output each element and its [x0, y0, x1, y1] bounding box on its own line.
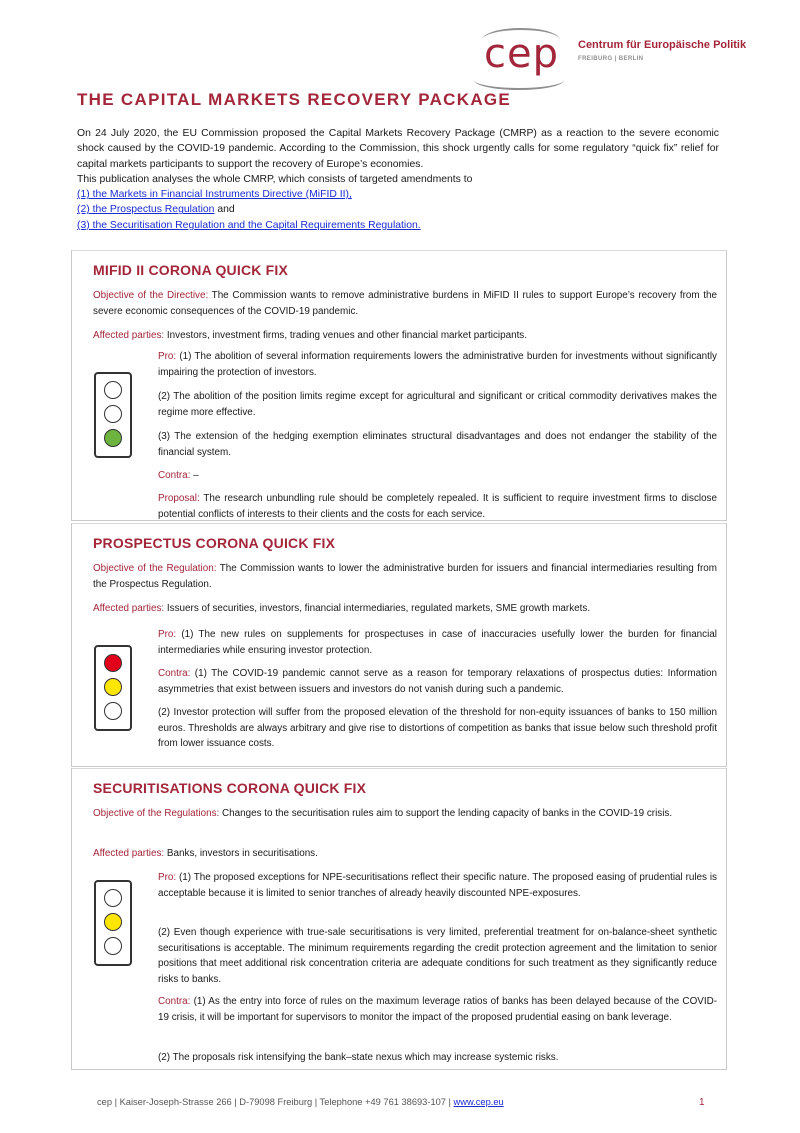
section-prospectus — [71, 523, 727, 767]
objective-text: Changes to the securitisation rules aim to support the lending capacity of banks in the COVID-19 crisis. — [219, 808, 673, 819]
contra-1 — [158, 994, 717, 1025]
affected-text: Banks, investors in securitisations. — [164, 848, 318, 859]
contra-1-text: (1) The COVID-19 pandemic cannot serve as a reason for temporary relaxations of prospectus duties: Information asymmetries that exist between issuers and investors do not vanish during such a pandemic. — [158, 668, 717, 695]
objective-label: Objective of the Regulations: — [93, 808, 220, 819]
lamp-top — [104, 654, 122, 672]
objective — [93, 806, 717, 822]
contra — [158, 468, 717, 484]
lamp-bottom — [104, 429, 122, 447]
intro-paragraph: On 24 July 2020, the EU Commission proposed the Capital Markets Recovery Package (CMRP) as a reaction to the severe economic shock caused by the COVID-19 pandemic. According to the Commission, this shock urgently calls for some regulatory “quick fix” relief for capital markets participants to support the recovery of Europe’s economies. — [77, 128, 719, 170]
link-mifid[interactable]: (1) the Markets in Financial Instruments Directive (MiFID II), — [77, 189, 352, 201]
intro-line: This publication analyses the whole CMRP, which consists of targeted amendments to — [77, 173, 473, 185]
objective — [93, 288, 717, 319]
traffic-light-icon — [94, 645, 132, 731]
pro-label: Pro: — [158, 351, 177, 362]
pro-1-text: (1) The proposed exceptions for NPE-securitisations reflect their specific nature. The proposed easing of prudential rules is acceptable because it is limited to senior tranches of already heavily discounted NPE-exposures. — [158, 872, 717, 899]
pro-1 — [158, 349, 717, 380]
lamp-top — [104, 381, 122, 399]
link-securitisation[interactable]: (3) the Securitisation Regulation and the Capital Requirements Regulation. — [77, 219, 421, 231]
footer-address: cep | Kaiser-Joseph-Strasse 266 | D-79098 Freiburg | Telephone +49 761 38693-107 | — [97, 1097, 454, 1107]
affected-text: Investors, investment firms, trading venues and other financial market participants. — [164, 330, 527, 341]
objective-label: Objective of the Directive: — [93, 290, 209, 301]
footer — [97, 1097, 504, 1107]
proposal-text: The research unbundling rule should be completely repealed. It is sufficient to require investment firms to disclose potential conflicts of interests to their clients and the costs for each service. — [158, 493, 717, 520]
lamp-bottom — [104, 937, 122, 955]
contra-label: Contra: — [158, 996, 191, 1007]
logo-wordmark: cep — [484, 31, 559, 77]
link-prospectus[interactable]: (2) the Prospectus Regulation — [77, 204, 215, 216]
contra-label: Contra: — [158, 470, 191, 481]
proposal — [158, 491, 717, 522]
objective-label: Objective of the Regulation: — [93, 563, 217, 574]
lamp-middle — [104, 913, 122, 931]
logo-arc-bottom — [474, 80, 564, 90]
logo-cities: FREIBURG | BERLIN — [578, 56, 644, 62]
logo-organisation-name: Centrum für Europäische Politik — [578, 39, 747, 51]
affected-parties — [93, 328, 717, 344]
affected-label: Affected parties: — [93, 848, 165, 859]
pro-3: (3) The extension of the hedging exemption eliminates structural disadvantages and does not endanger the stability of the financial system. — [158, 431, 717, 458]
lamp-bottom — [104, 702, 122, 720]
contra-text: – — [190, 470, 199, 481]
contra-1 — [158, 666, 717, 697]
pro-2: (2) Even though experience with true-sale securitisations is very limited, preferential treatment for on-balance-sheet synthetic securitisations is acceptable. The minimum requirements regarding the credit protection agreement and the limitation to senior positions that meet additional risk concentration criteria are adequate conditions for such treatment as they significantly reduce risks to banks. — [158, 927, 717, 985]
affected-label: Affected parties: — [93, 603, 165, 614]
cep-logo — [472, 22, 772, 82]
section-securitisations — [71, 768, 727, 1070]
pro-1 — [158, 627, 717, 658]
traffic-light-icon — [94, 372, 132, 458]
lamp-middle — [104, 678, 122, 696]
pro-1-text: (1) The new rules on supplements for prospectuses in case of inaccuracies usefully lower the burden for financial intermediaries while ensuring investor protection. — [158, 629, 717, 656]
page-number: 1 — [699, 1097, 705, 1108]
proposal-label: Proposal: — [158, 493, 200, 504]
section-title: SECURITISATIONS CORONA QUICK FIX — [93, 780, 367, 796]
affected-text: Issuers of securities, investors, financial intermediaries, regulated markets, SME growth markets. — [164, 603, 591, 614]
traffic-light-icon — [94, 880, 132, 966]
contra-1-text: (1) As the entry into force of rules on the maximum leverage ratios of banks has been delayed because of the COVID-19 crisis, it will be important for supervisors to monitor the impact of the proposed prudential easing on bank leverage. — [158, 996, 717, 1023]
footer-website-link[interactable]: www.cep.eu — [453, 1097, 504, 1107]
contra-2: (2) The proposals risk intensifying the bank–state nexus which may increase systemic risks. — [158, 1052, 559, 1063]
pro-label: Pro: — [158, 872, 177, 883]
affected-parties — [93, 601, 717, 617]
pro-1-text: (1) The abolition of several information requirements lowers the administrative burden for investments without significantly impairing the protection of investors. — [158, 351, 717, 378]
affected-parties — [93, 846, 717, 862]
pro-2: (2) The abolition of the position limits regime except for agricultural and significant or critical commodity derivatives makes the regime more effective. — [158, 391, 717, 418]
pro-1 — [158, 870, 717, 901]
intro — [77, 126, 719, 233]
objective — [93, 561, 717, 592]
pro-label: Pro: — [158, 629, 177, 640]
objective-text: The Commission wants to lower the administrative burden for issuers and financial intermediaries resulting from the Prospectus Regulation. — [93, 563, 717, 590]
section-title: MIFID II CORONA QUICK FIX — [93, 262, 289, 278]
page-title: THE CAPITAL MARKETS RECOVERY PACKAGE — [77, 90, 512, 109]
contra-2: (2) Investor protection will suffer from the proposed elevation of the threshold for non-equity issuances of banks to 150 million euros. Thresholds are always arbitrary and give rise to distortions of competition as banks that issue below such threshold profit from lower issuance costs. — [158, 707, 717, 749]
section-title: PROSPECTUS CORONA QUICK FIX — [93, 535, 336, 551]
section-mifid — [71, 250, 727, 521]
contra-label: Contra: — [158, 668, 191, 679]
lamp-middle — [104, 405, 122, 423]
lamp-top — [104, 889, 122, 907]
affected-label: Affected parties: — [93, 330, 165, 341]
objective-text: The Commission wants to remove administrative burdens in MiFID II rules to support Europe’s recovery from the severe economic consequences of the COVID-19 pandemic. — [93, 290, 717, 317]
link-and: and — [214, 204, 235, 216]
